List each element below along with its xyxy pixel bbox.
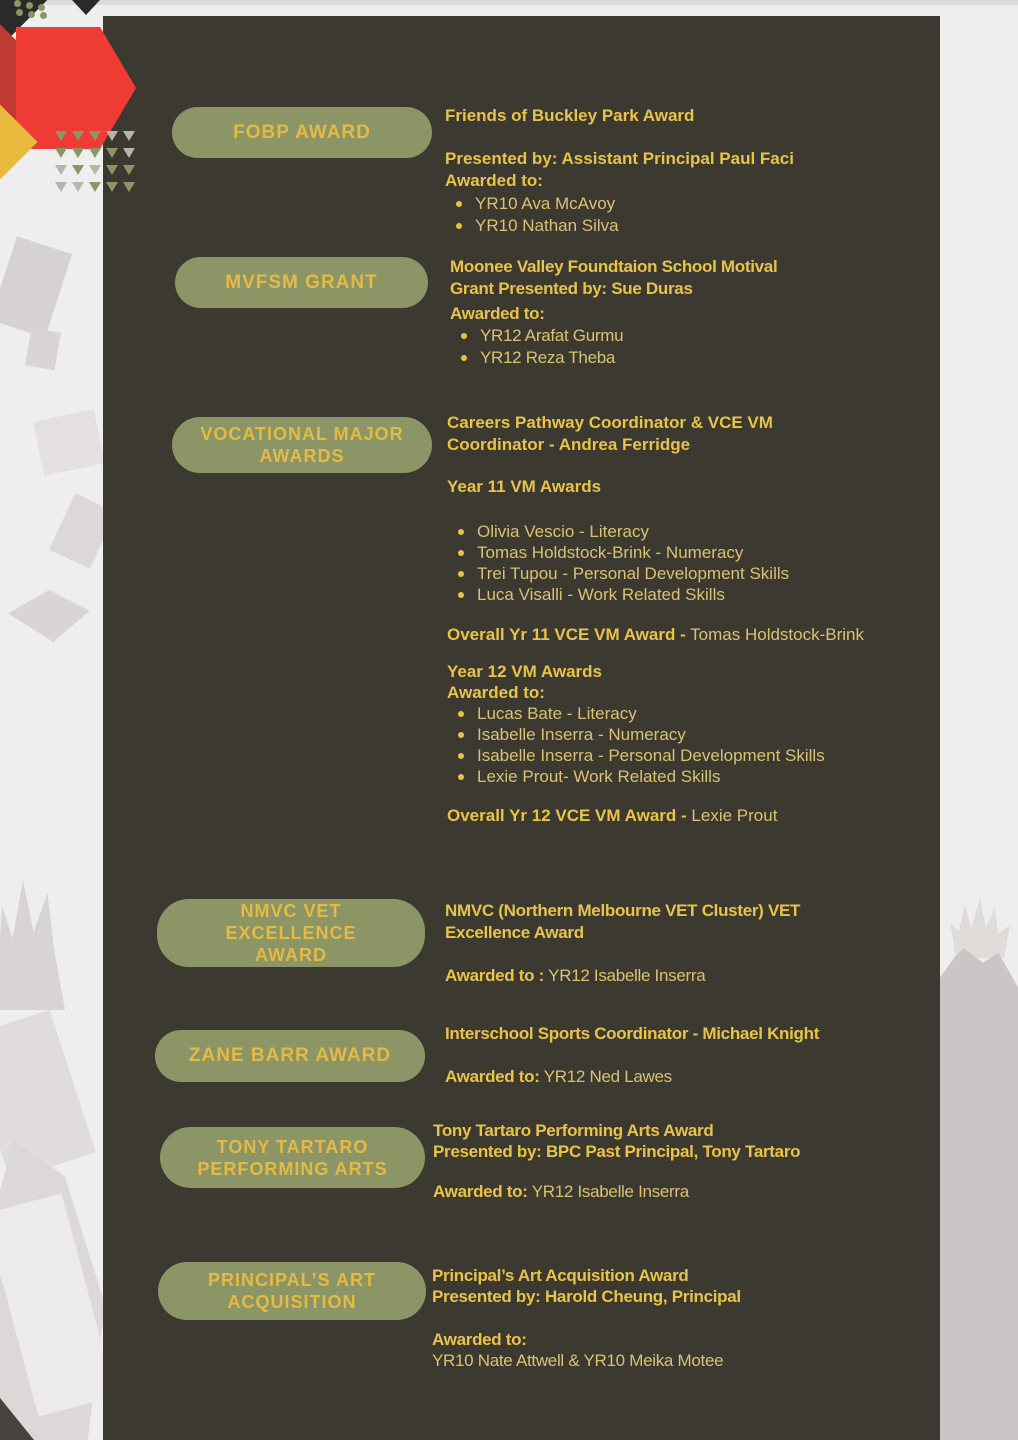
award-heading-line: NMVC (Northern Melbourne VET Cluster) VET — [445, 901, 801, 920]
recipient-item: Lexie Prout- Work Related Skills — [447, 766, 927, 787]
pill-principals-art-acquisition — [158, 1262, 426, 1320]
award-heading-line: Principal’s Art Acquisition Award — [432, 1266, 689, 1285]
awarded-to-line: Awarded to: YR12 Ned Lawes — [445, 1067, 672, 1086]
recipient-item: YR12 Arafat Gurmu — [450, 325, 895, 347]
pill-label: MVFSM GRANT — [225, 271, 378, 293]
pill-label: PRINCIPAL’S ART ACQUISITION — [207, 1270, 376, 1312]
awarded-to-line: Awarded to : YR12 Isabelle Inserra — [445, 966, 706, 985]
recipient-item: YR12 Reza Theba — [450, 347, 895, 369]
award-heading-line: Coordinator - Andrea Ferridge — [447, 435, 691, 454]
year12-heading: Year 12 VM Awards — [447, 662, 602, 681]
pill-zane-barr-award — [155, 1030, 425, 1082]
bullet-icon — [458, 592, 464, 598]
bullet-icon — [461, 333, 467, 339]
pill-mvfsm-grant — [175, 257, 428, 308]
dot-decoration — [38, 4, 45, 11]
awarded-to-label: Awarded to: — [450, 304, 545, 323]
triangle-grid-decoration — [55, 128, 155, 196]
awarded-to-label: Awarded to: — [447, 683, 545, 702]
recipient-item: Lucas Bate - Literacy — [447, 703, 927, 724]
awarded-to-line: Awarded to: YR12 Isabelle Inserra — [433, 1182, 689, 1201]
awarded-to-label: Awarded to: — [432, 1330, 527, 1349]
award-heading-line: Grant Presented by: Sue Duras — [450, 279, 693, 298]
graduation-cap-photo — [0, 236, 72, 338]
graduation-cap-photo — [8, 590, 90, 642]
recipient-item: Tomas Holdstock-Brink - Numeracy — [447, 542, 927, 563]
bullet-icon — [458, 732, 464, 738]
page-top-edge — [0, 0, 1018, 5]
section-nmvc-vet-excellence-award — [445, 900, 905, 987]
recipient-item: YR10 Ava McAvoy — [445, 193, 915, 215]
pill-nmvc-vet-excellence-award — [157, 899, 425, 967]
dot-decoration — [28, 11, 35, 18]
pill-label: NMVC VET EXCELLENCE AWARD — [225, 901, 357, 965]
recipient-item: Luca Visalli - Work Related Skills — [447, 584, 927, 605]
bullet-icon — [458, 550, 464, 556]
pill-label: ZANE BARR AWARD — [188, 1045, 392, 1066]
recipient-list — [447, 703, 927, 787]
section-vocational-major-awards — [447, 412, 927, 826]
person-silhouette-photo — [940, 948, 1018, 1440]
bullet-icon — [456, 223, 462, 229]
pill-tony-tartaro-performing-arts — [160, 1127, 425, 1188]
bullet-icon — [458, 711, 464, 717]
pill-label: VOCATIONAL MAJOR AWARDS — [200, 424, 404, 466]
hand-photo — [0, 880, 65, 1010]
dot-decoration — [14, 0, 21, 7]
presented-by: Presented by: Assistant Principal Paul Faci — [445, 149, 794, 168]
recipient-item: Olivia Vescio - Literacy — [447, 521, 927, 542]
recipient-item: YR10 Nathan Silva — [445, 215, 915, 237]
hand-photo — [950, 898, 1010, 958]
content-panel — [103, 16, 940, 1440]
recipient-item: Isabelle Inserra - Numeracy — [447, 724, 927, 745]
recipient-item: Trei Tupou - Personal Development Skills — [447, 563, 927, 584]
graduation-cap-photo — [33, 409, 105, 476]
section-zane-barr-award — [445, 1023, 935, 1088]
section-fobp-award — [445, 105, 915, 237]
pill-fobp-award — [172, 107, 432, 158]
bullet-icon — [458, 774, 464, 780]
section-mvfsm-grant — [450, 256, 895, 369]
award-heading: Interschool Sports Coordinator - Michael Knight — [445, 1024, 820, 1043]
awarded-to-label: Awarded to: — [445, 171, 543, 190]
graduation-cap-photo — [25, 328, 61, 371]
pill-vocational-major-awards — [172, 417, 432, 473]
overall-yr12-award: Overall Yr 12 VCE VM Award - Lexie Prout — [447, 806, 778, 825]
recipient-item: Isabelle Inserra - Personal Development Skills — [447, 745, 927, 766]
bullet-icon — [456, 201, 462, 207]
pill-label: TONY TARTARO PERFORMING ARTS — [197, 1136, 388, 1179]
bullet-icon — [458, 571, 464, 577]
pill-label: FOBP AWARD — [233, 121, 371, 143]
bullet-icon — [461, 355, 467, 361]
dot-decoration — [40, 12, 47, 19]
awarded-value: YR10 Nate Attwell & YR10 Meika Motee — [432, 1351, 724, 1370]
recipient-list — [450, 325, 895, 369]
year11-heading: Year 11 VM Awards — [447, 477, 602, 496]
recipient-list — [447, 521, 927, 605]
award-heading-line: Careers Pathway Coordinator & VCE VM — [447, 413, 773, 432]
dot-decoration — [26, 2, 33, 9]
overall-yr11-award: Overall Yr 11 VCE VM Award - Tomas Holdstock-Brink — [447, 625, 864, 644]
dot-decoration — [16, 9, 23, 16]
award-heading-line: Presented by: Harold Cheung, Principal — [432, 1287, 741, 1306]
award-heading-line: Excellence Award — [445, 923, 584, 942]
section-principals-art-acquisition — [432, 1265, 912, 1371]
award-heading-line: Presented by: BPC Past Principal, Tony Tartaro — [433, 1142, 801, 1161]
award-heading-line: Tony Tartaro Performing Arts Award — [433, 1121, 714, 1140]
bullet-icon — [458, 753, 464, 759]
recipient-list — [445, 193, 915, 237]
award-heading: Friends of Buckley Park Award — [445, 106, 695, 125]
award-heading-line: Moonee Valley Foundtaion School Motival — [450, 257, 778, 276]
bullet-icon — [458, 529, 464, 535]
black-triangle-decoration — [72, 0, 100, 15]
section-tony-tartaro-performing-arts — [433, 1120, 928, 1202]
